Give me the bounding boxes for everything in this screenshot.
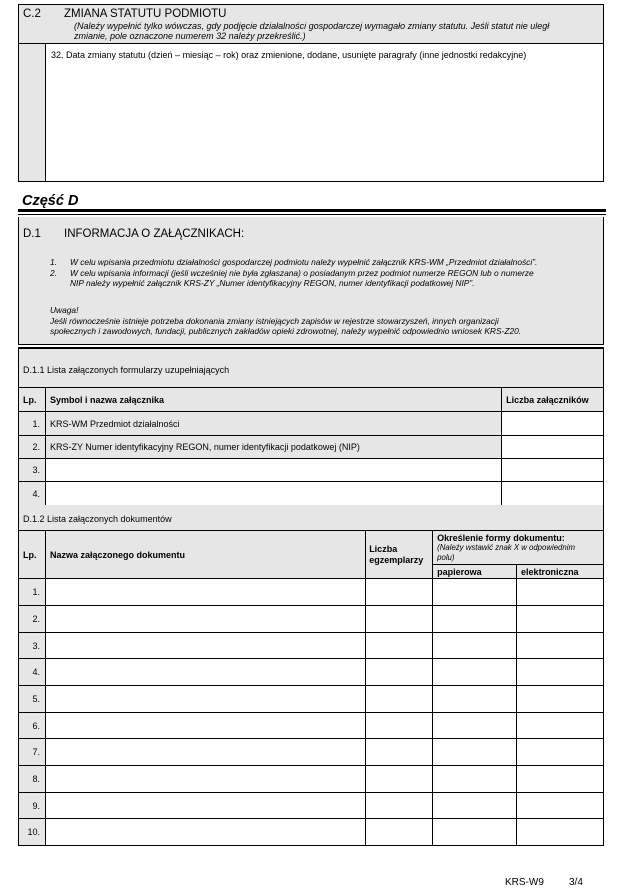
row-number: 2. <box>19 436 46 459</box>
attachment-count-input[interactable] <box>502 482 604 506</box>
document-name-input[interactable] <box>45 793 365 819</box>
copies-input[interactable] <box>366 739 433 766</box>
document-name-input[interactable] <box>45 819 365 846</box>
table-row <box>19 606 604 633</box>
row-number: 2. <box>19 606 46 633</box>
paper-form-checkbox[interactable] <box>433 686 517 713</box>
d1-item-1: W celu wpisania przedmiotu działalności gospodarczej podmiotu należy wypełnić załącznik KRS-WM „Przedmiot działalności”. <box>70 257 538 267</box>
part-d-title: Część D <box>22 193 79 209</box>
table-row <box>19 482 604 506</box>
table-row <box>19 436 604 459</box>
col-header-electronic: elektroniczna <box>517 565 604 579</box>
row-number: 4. <box>19 659 46 686</box>
electronic-form-checkbox[interactable] <box>517 606 604 633</box>
section-c2-note-2: zmianie, pole oznaczone numerem 32 należy przekreślić.) <box>74 31 306 41</box>
attachment-count-input[interactable] <box>502 412 604 436</box>
col-header-lp: Lp. <box>19 388 46 412</box>
document-name-input[interactable] <box>45 633 365 659</box>
d1-uwaga-text-2: społecznych i zawodowych, fundacji, publicznych zakładów opieki zdrowotnej, należy wypełnić odpowiednio wniosek KRS-Z20. <box>50 326 522 336</box>
col-header-symbol: Symbol i nazwa załącznika <box>45 388 501 412</box>
copies-input[interactable] <box>366 819 433 846</box>
d1-item-2-cont: NIP należy wypełnić załącznik KRS-ZY „Numer identyfikacyjny REGON, numer identyfikacji podatkowej NIP”. <box>70 278 475 288</box>
table-header-row <box>19 388 604 412</box>
col-header-form-note: (Należy wstawić znak X w odpowiednim <box>437 543 575 552</box>
electronic-form-checkbox[interactable] <box>517 793 604 819</box>
table-row <box>19 659 604 686</box>
attachments-forms-table <box>18 387 604 506</box>
table-row <box>19 459 604 482</box>
section-c2-left-margin <box>18 44 46 182</box>
row-number: 5. <box>19 686 46 713</box>
row-number: 3. <box>19 633 46 659</box>
col-header-copies-line1: Liczba <box>369 543 398 554</box>
electronic-form-checkbox[interactable] <box>517 819 604 846</box>
col-header-paper: papierowa <box>433 565 517 579</box>
footer-form-code: KRS-W9 <box>505 877 544 888</box>
col-header-form-note-2: polu) <box>437 553 455 562</box>
copies-input[interactable] <box>366 579 433 606</box>
section-d1-code: D.1 <box>23 228 41 240</box>
document-name-input[interactable] <box>45 579 365 606</box>
d1-uwaga-text: Jeśli równocześnie istnieje potrzeba dokonania zmiany istniejących zapisów w rejestrze stowarzyszeń, innych organizacji <box>50 316 499 326</box>
table-header-row <box>19 531 604 565</box>
copies-input[interactable] <box>366 686 433 713</box>
copies-input[interactable] <box>366 713 433 739</box>
table-row <box>19 713 604 739</box>
section-d12-title: D.1.2 Lista załączonych dokumentów <box>23 514 172 524</box>
document-name-input[interactable] <box>45 713 365 739</box>
col-header-lp: Lp. <box>19 531 46 579</box>
paper-form-checkbox[interactable] <box>433 793 517 819</box>
electronic-form-checkbox[interactable] <box>517 739 604 766</box>
paper-form-checkbox[interactable] <box>433 739 517 766</box>
statute-change-field-label: 32. Data zmiany statutu (dzień – miesiąc – rok) oraz zmienione, dodane, usunięte paragrafy (inne jednostki redakcyjne) <box>51 50 527 60</box>
section-c2-note: (Należy wypełnić tylko wówczas, gdy podjęcie działalności gospodarczej wymagało zmiany statutu. Jeśli statut nie uległ <box>74 21 550 31</box>
electronic-form-checkbox[interactable] <box>517 686 604 713</box>
paper-form-checkbox[interactable] <box>433 633 517 659</box>
d1-item-2-num: 2. <box>50 268 57 278</box>
section-c2-title: ZMIANA STATUTU PODMIOTU <box>64 8 227 20</box>
row-number: 6. <box>19 713 46 739</box>
part-d-rule-thin <box>18 214 606 215</box>
document-name-input[interactable] <box>45 606 365 633</box>
section-c2-code: C.2 <box>23 8 41 20</box>
d1-item-2: W celu wpisania informacji (jeśli wcześniej nie była zgłaszana) o posiadanym przez podmiot numerze REGON lub o numerze <box>70 268 534 278</box>
paper-form-checkbox[interactable] <box>433 659 517 686</box>
copies-input[interactable] <box>366 606 433 633</box>
paper-form-checkbox[interactable] <box>433 713 517 739</box>
paper-form-checkbox[interactable] <box>433 579 517 606</box>
electronic-form-checkbox[interactable] <box>517 579 604 606</box>
row-number: 10. <box>19 819 46 846</box>
copies-input[interactable] <box>366 659 433 686</box>
document-name-input[interactable] <box>45 659 365 686</box>
attachments-documents-table <box>18 530 604 846</box>
attachment-count-input[interactable] <box>502 459 604 482</box>
attachment-name-input[interactable] <box>45 459 501 482</box>
footer-page-number: 3/4 <box>569 877 583 888</box>
table-row <box>19 819 604 846</box>
part-d-rule <box>18 209 606 212</box>
copies-input[interactable] <box>366 633 433 659</box>
attachment-name-input[interactable] <box>45 482 501 506</box>
d1-uwaga-label: Uwaga! <box>50 305 79 315</box>
table-row <box>19 793 604 819</box>
table-row <box>19 412 604 436</box>
row-number: 1. <box>19 579 46 606</box>
electronic-form-checkbox[interactable] <box>517 633 604 659</box>
electronic-form-checkbox[interactable] <box>517 713 604 739</box>
attachment-count-input[interactable] <box>502 436 604 459</box>
row-number: 7. <box>19 739 46 766</box>
electronic-form-checkbox[interactable] <box>517 659 604 686</box>
row-number: 8. <box>19 766 46 793</box>
row-number: 1. <box>19 412 46 436</box>
col-header-copies <box>366 531 433 579</box>
col-header-form-title: Określenie formy dokumentu: <box>437 533 565 543</box>
copies-input[interactable] <box>366 766 433 793</box>
document-name-input[interactable] <box>45 739 365 766</box>
paper-form-checkbox[interactable] <box>433 766 517 793</box>
table-row <box>19 579 604 606</box>
statute-change-field[interactable] <box>46 44 604 182</box>
row-number: 4. <box>19 482 46 506</box>
attachment-name: KRS-WM Przedmiot działalności <box>45 412 501 436</box>
row-number: 3. <box>19 459 46 482</box>
col-header-document-name: Nazwa załączonego dokumentu <box>45 531 365 579</box>
copies-input[interactable] <box>366 793 433 819</box>
table-row <box>19 633 604 659</box>
d1-item-1-num: 1. <box>50 257 57 267</box>
col-header-copies-line2: egzemplarzy <box>369 554 424 565</box>
table-row <box>19 739 604 766</box>
attachment-name: KRS-ZY Numer identyfikacyjny REGON, numer identyfikacji podatkowej (NIP) <box>45 436 501 459</box>
table-row <box>19 766 604 793</box>
paper-form-checkbox[interactable] <box>433 606 517 633</box>
section-d11-title: D.1.1 Lista załączonych formularzy uzupełniających <box>23 365 230 375</box>
table-row <box>19 686 604 713</box>
document-name-input[interactable] <box>45 766 365 793</box>
document-name-input[interactable] <box>45 686 365 713</box>
section-d1-title: INFORMACJA O ZAŁĄCZNIKACH: <box>64 228 245 240</box>
col-header-count: Liczba załączników <box>502 388 604 412</box>
electronic-form-checkbox[interactable] <box>517 766 604 793</box>
row-number: 9. <box>19 793 46 819</box>
paper-form-checkbox[interactable] <box>433 819 517 846</box>
col-header-form <box>433 531 604 565</box>
